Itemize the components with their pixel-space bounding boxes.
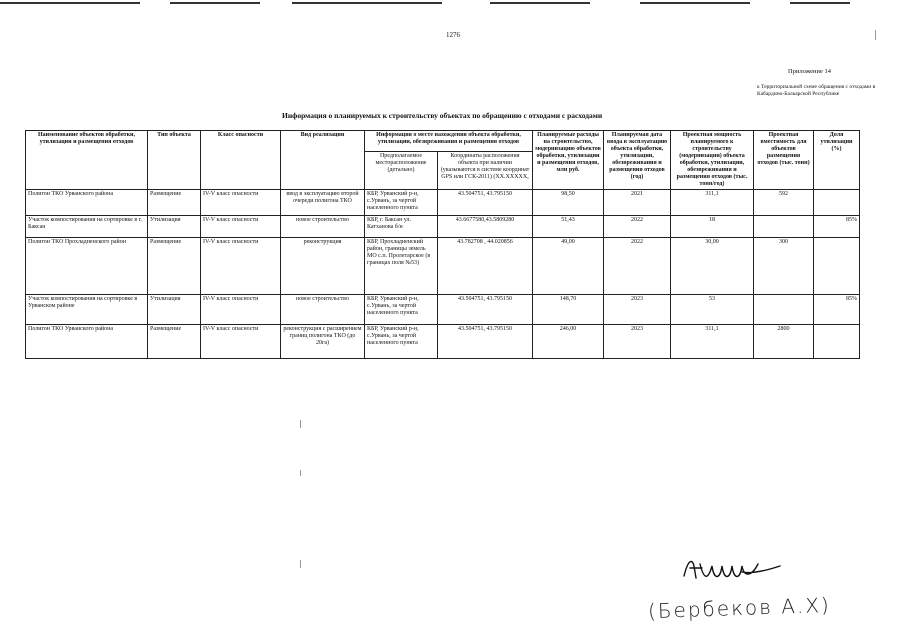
cell-capacity: 311,1 (671, 325, 754, 359)
cell-cost: 246,00 (533, 325, 604, 359)
header-volume: Проектная вместимость для объектов размещения отходов (тыс. тонн) (754, 131, 814, 190)
cell-location: КБР, Урванский р-н, с.Урвань, за чертой населенного пункта (365, 295, 438, 325)
cell-volume (754, 295, 814, 325)
planned-facilities-table (25, 130, 860, 359)
header-date: Планируемая дата ввода в эксплуатацию объекта обработки, утилизации, обезвреживания и размещения отходов (год) (604, 131, 671, 190)
table-row (26, 216, 860, 238)
cell-type: Размещение (148, 190, 201, 216)
cell-share (814, 190, 860, 216)
header-coords: Координаты расположения объекта при наличии (указываются в системе координат GPS или ГСК-2011) (XX.XXXXX, (438, 151, 533, 189)
cell-capacity: 53 (671, 295, 754, 325)
cell-location: КБР, Урванский р-н, с.Урвань, за чертой населенного пункта (365, 190, 438, 216)
cell-type: Размещение (148, 238, 201, 295)
cell-kind: реконструкция (281, 238, 365, 295)
table-header-row (26, 131, 860, 152)
cell-volume: 592 (754, 190, 814, 216)
cell-kind: ввод в эксплуатацию второй очереди полигона ТКО (281, 190, 365, 216)
cell-date: 2022 (604, 216, 671, 238)
appendix-label: Приложение 14 (788, 68, 832, 75)
cell-location: КБР, Урванский р-н, с.Урвань, за чертой населенного пункта (365, 325, 438, 359)
scan-top-border (0, 2, 905, 6)
table-row (26, 325, 860, 359)
header-capacity: Проектная мощность планируемого к строительству (модернизации) объекта обработки, утилизации, обезвреживания и размещения отходов (тыс. тонн/год) (671, 131, 754, 190)
cell-hazard: IV-V класс опасности (201, 325, 281, 359)
cell-cost: 98,50 (533, 190, 604, 216)
cell-capacity: 311,1 (671, 190, 754, 216)
cell-coords: 43.504751, 43.795150 (438, 190, 533, 216)
cell-date: 2021 (604, 190, 671, 216)
handwritten-signature (682, 554, 782, 586)
cell-type: Размещение (148, 325, 201, 359)
cell-coords: 43.6677580,43.5809280 (438, 216, 533, 238)
cell-name: Полигон ТКО Урванского района (26, 325, 148, 359)
cell-cost: 148,70 (533, 295, 604, 325)
header-cost: Планируемые расходы на строительство, модернизацию объектов обработки, утилизации и размещения отходов, млн руб. (533, 131, 604, 190)
cell-volume (754, 216, 814, 238)
cell-capacity: 18 (671, 216, 754, 238)
cell-date: 2023 (604, 295, 671, 325)
cell-location: КБР, Прохладненский район, границы земель МО с.п. Пролетарское (в границах поля №53) (365, 238, 438, 295)
page-number: 1276 (446, 31, 460, 39)
cell-location: КБР, г. Баксан ул. Катханова б/н (365, 216, 438, 238)
cell-kind: новое строительство (281, 295, 365, 325)
cell-name: Полигон ТКО Прохладненского район (26, 238, 148, 295)
scan-mark (300, 470, 301, 476)
cell-volume: 300 (754, 238, 814, 295)
cell-kind: новое строительство (281, 216, 365, 238)
cell-name: Полигон ТКО Урванского района (26, 190, 148, 216)
cell-volume: 2800 (754, 325, 814, 359)
cell-kind: реконструкция с расширением границ полигона ТКО (до 20га) (281, 325, 365, 359)
document-title: Информация о планируемых к строительству объектах по обращению с отходами с расходами (282, 111, 603, 120)
cell-share: 85% (814, 216, 860, 238)
cell-date: 2022 (604, 238, 671, 295)
header-location: Информация о месте нахождения объекта обработки, утилизации, обезвреживания и размещения отходов (365, 131, 533, 152)
cell-type: Утилизация (148, 216, 201, 238)
scan-mark (300, 560, 301, 568)
cell-name: Участок компостирования на сортировке в Урванском районе (26, 295, 148, 325)
handwritten-name: (Бербеков А.Х) (647, 592, 832, 624)
cell-capacity: 30,00 (671, 238, 754, 295)
header-name: Наименование объектов обработки, утилизации и размещения отходов (26, 131, 148, 190)
header-location-desc: Предполагаемое месторасположение (детально) (365, 151, 438, 189)
scan-mark (300, 420, 301, 428)
cell-hazard: IV-V класс опасности (201, 295, 281, 325)
cell-date: 2023 (604, 325, 671, 359)
table-row (26, 295, 860, 325)
header-kind: Вид реализации (281, 131, 365, 190)
cell-hazard: IV-V класс опасности (201, 216, 281, 238)
cell-coords: 43.504751, 43.795150 (438, 325, 533, 359)
header-hazard: Класс опасности (201, 131, 281, 190)
cell-share: 85% (814, 295, 860, 325)
cell-cost: 51,43 (533, 216, 604, 238)
header-share: Доля утилизации (%) (814, 131, 860, 190)
cell-hazard: IV-V класс опасности (201, 190, 281, 216)
appendix-note: к Территориальной схеме обращения с отходами в Кабардино-Балкарской Республике (757, 84, 876, 97)
cell-share (814, 238, 860, 295)
cell-coords: 43.504751, 43.795150 (438, 295, 533, 325)
scan-mark (875, 30, 876, 40)
cell-hazard: IV-V класс опасности (201, 238, 281, 295)
header-type: Тип объекта (148, 131, 201, 190)
cell-share (814, 325, 860, 359)
cell-cost: 49,00 (533, 238, 604, 295)
table-row (26, 238, 860, 295)
cell-type: Утилизация (148, 295, 201, 325)
table-row (26, 190, 860, 216)
cell-name: Участок компостирования на сортировке в г. Баксан (26, 216, 148, 238)
cell-coords: 43.782708 , 44.020856 (438, 238, 533, 295)
